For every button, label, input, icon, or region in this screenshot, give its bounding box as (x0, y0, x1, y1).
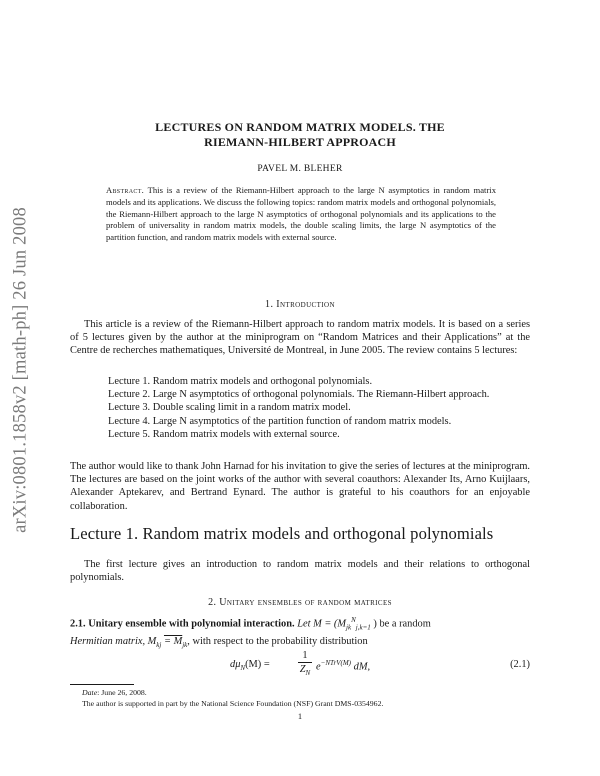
equation-number: (2.1) (510, 659, 530, 670)
title-line-2: RIEMANN-HILBERT APPROACH (204, 135, 396, 149)
subsection-2-1: 2.1. Unitary ensemble with polynomial interaction. Let $M = (M_{jk}^N_{j,k=1}$ ) be a random Hermitian matrix, $M_{kj} = M_{jk}$, with respect to the probability distribution (70, 616, 431, 649)
eq-lhs-tail: (M) = (245, 659, 270, 670)
abstract (106, 185, 496, 244)
arxiv-identifier: arXiv:0801.1858v2 [math-ph] 26 Jun 2008 (10, 207, 31, 533)
eq-lhs: dμ (230, 659, 241, 670)
lecture-list (108, 375, 530, 441)
footnote-rule (70, 684, 134, 685)
subsection-text-e: , with respect to the probability distribution (187, 635, 368, 647)
footnote-date-label: Date (82, 688, 98, 697)
lecture-list-item: Lecture 2. Large N asymptotics of orthogonal polynomials. The Riemann-Hilbert approach. (108, 389, 490, 401)
lecture-list-item: Lecture 3. Double scaling limit in a random matrix model. (108, 402, 351, 414)
title-line-1: LECTURES ON RANDOM MATRIX MODELS. THE (155, 120, 445, 134)
lecture-list-item: Lecture 5. Random matrix models with external source. (108, 428, 340, 440)
lecture-1-heading: Lecture 1. Random matrix models and orthogonal polynomials (70, 524, 494, 543)
equation-2-1 (70, 650, 530, 680)
subsection-title: Unitary ensemble with polynomial interaction. (88, 618, 295, 630)
lecture-list-item: Lecture 1. Random matrix models and orthogonal polynomials. (108, 376, 373, 387)
page-number: 1 (297, 711, 303, 721)
eq-denominator: Z (299, 664, 306, 675)
subsection-text-d: = M (163, 635, 183, 647)
paper-author: PAVEL M. BLEHER (257, 164, 343, 174)
footnote-date (82, 688, 530, 698)
intro-paragraph: This article is a review of the Riemann-Hilbert approach to random matrix models. It is based on a series of 5 lectures given by the author at the miniprogram on “Random Matrices and their Applications” at the Centre de recherches mathematiques, Université de Montreal, in June 2005. The review contains 5 lectures: (70, 319, 530, 357)
subsection-text-b: ) be a random (373, 618, 431, 630)
paper-title (70, 120, 530, 150)
eq-numerator: 1 (302, 650, 308, 661)
subsection-number: 2.1. (70, 618, 86, 630)
equation-body: $d\mu_N(M)$ = 1 $Z_N$ $e^{-NTrV(M)}$ dM, (230, 650, 371, 678)
eq-exp-base: e (316, 661, 321, 673)
subsection-text-a: Let M = (M (297, 618, 347, 630)
abstract-text: This is a review of the Riemann-Hilbert approach to the large N asymptotics in random matrix models and its applications. We discuss the following topics: random matrix models and orthogonal polynomials, the Riemann-Hilbert approach to the large N asymptotics of orthogonal polynomials and its applications to the problem of universality in random matrix models, the double scaling limits, the large N asymptotics of the partition function, and random matrix models with external source. (106, 185, 496, 243)
lecture-1-intro: The first lecture gives an introduction to random matrix models and their relations to orthogonal polynomials. (70, 559, 530, 584)
acknowledgement-paragraph: The author would like to thank John Harnad for his invitation to give the series of lectures at the miniprogram. The lectures are based on the joint works of the author with several coauthors: Alexander Its, Arno Kuijlaars, Alexander Aptekarev, and Bertrand Eynard. The author is grateful to his coauthors for an enjoyable collaboration. (70, 461, 530, 512)
abstract-label: Abstract. (106, 185, 145, 195)
arxiv-side-stamp (4, 180, 38, 560)
eq-exponent: −NTrV(M) (320, 659, 352, 667)
section-1-heading: 1. Introduction (265, 299, 335, 310)
eq-fraction: 1 $Z_N$ (299, 650, 311, 678)
footnote-support: The author is supported in part by the National Science Foundation (NSF) Grant DMS-0354962. (82, 699, 384, 708)
section-2-heading: 2. Unitary ensembles of random matrices (208, 597, 392, 608)
subsection-text-c: Hermitian matrix, M (70, 635, 157, 647)
footnote-date-value: : June 26, 2008. (97, 688, 147, 697)
lecture-list-item: Lecture 4. Large N asymptotics of the partition function of random matrix models. (108, 415, 452, 427)
eq-tail: dM, (353, 661, 371, 673)
